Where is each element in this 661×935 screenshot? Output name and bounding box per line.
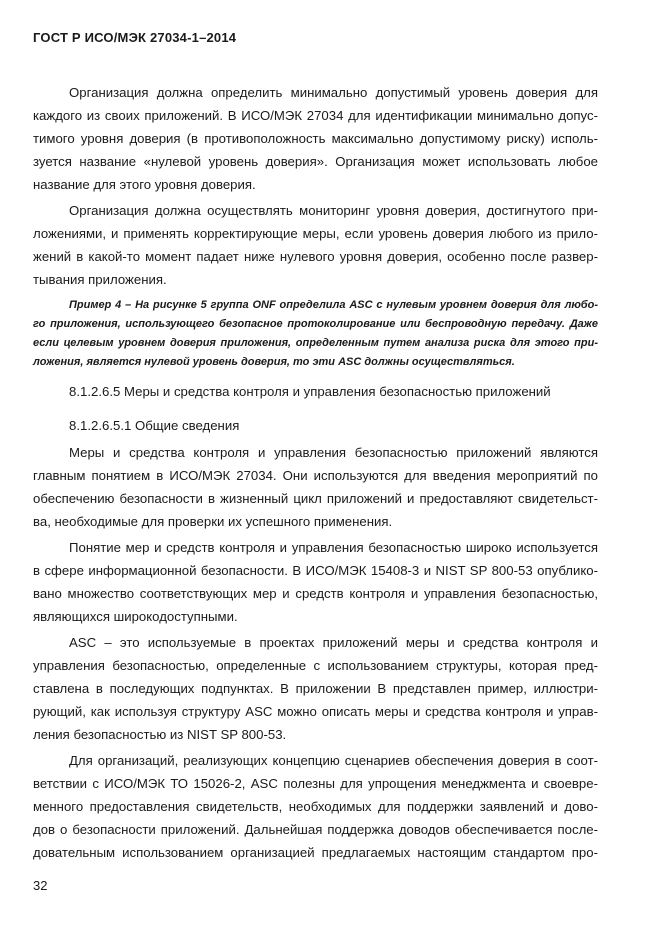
text-line: Организация должна осуществлять мониторинг уровня доверия, достигнутого при- bbox=[69, 203, 598, 218]
text-line: тимого уровня доверия (в противоположность максимально допустимому риску) исполь- bbox=[33, 131, 598, 146]
text-line: вано множество соответствующих мер и средств контроля и управления безопасностью, bbox=[33, 586, 598, 601]
example-line: если целевым уровнем доверия приложения, определенным путем анализа риска для этого при- bbox=[33, 337, 598, 349]
text-line: жений в какой-то момент падает ниже нулевого уровня доверия, особенно после развер- bbox=[33, 249, 598, 264]
text-line: Для организаций, реализующих концепцию сценариев обеспечения доверия в соот- bbox=[69, 753, 598, 768]
page-number: 32 bbox=[33, 878, 48, 893]
document-header: ГОСТ Р ИСО/МЭК 27034-1–2014 bbox=[33, 30, 237, 45]
text-line: рующий, как используя структуру ASC можно описать меры и средства контроля и управ- bbox=[33, 704, 598, 719]
text-line: ветствии с ИСО/МЭК ТО 15026-2, ASC полезны для упрощения менеджмента и своевре- bbox=[33, 776, 598, 791]
text-line: каждого из своих приложений. В ИСО/МЭК 27034 для идентификации минимально допус- bbox=[33, 108, 598, 123]
text-line: Меры и средства контроля и управления безопасностью приложений являются bbox=[69, 445, 598, 460]
text-line: название для этого уровня доверия. bbox=[33, 177, 256, 192]
example-line: го приложения, использующего безопасное протоколирование или беспроводную передачу. Даже bbox=[33, 318, 598, 330]
text-line: ставлена в последующих подпунктах. В приложении В представлен пример, иллюстри- bbox=[33, 681, 598, 696]
section-heading: 8.1.2.6.5 Меры и средства контроля и управления безопасностью приложений bbox=[69, 384, 551, 399]
text-line: менного предоставления свидетельств, необходимых для поддержки заявлений и дово- bbox=[33, 799, 598, 814]
text-line: ложениями, и применять корректирующие меры, если уровень доверия любого из прило- bbox=[33, 226, 598, 241]
text-line: ва, необходимые для проверки их успешного применения. bbox=[33, 514, 393, 529]
text-line: в сфере информационной безопасности. В ИСО/МЭК 15408-3 и NIST SP 800-53 опублико- bbox=[33, 563, 598, 578]
text-line: Понятие мер и средств контроля и управления безопасностью широко используется bbox=[69, 540, 598, 555]
text-line: обеспечению безопасности в жизненный цикл приложений и предоставляют свидетельст- bbox=[33, 491, 598, 506]
text-line: Организация должна определить минимально допустимый уровень доверия для bbox=[69, 85, 598, 100]
text-line: ления безопасностью из NIST SP 800-53. bbox=[33, 727, 287, 742]
text-line: управления безопасностью, определенные с использованием структуры, которая пред- bbox=[33, 658, 598, 673]
text-line: главным понятием в ИСО/МЭК 27034. Они используются для введения мероприятий по bbox=[33, 468, 598, 483]
example-line: Пример 4 – На рисунке 5 группа ONF определила ASC с нулевым уровнем доверия для любо- bbox=[69, 299, 598, 311]
text-line: ASC – это используемые в проектах приложений меры и средства контроля и bbox=[69, 635, 598, 650]
text-line: довательным использованием организацией предлагаемых настоящим стандартом про- bbox=[33, 845, 598, 860]
text-line: тывания приложения. bbox=[33, 272, 167, 287]
subsection-heading: 8.1.2.6.5.1 Общие сведения bbox=[69, 418, 240, 433]
example-line: ложения, является нулевой уровень доверия, то эти ASC должны осуществляться. bbox=[33, 356, 515, 368]
text-line: являющихся широкодоступными. bbox=[33, 609, 238, 624]
text-line: дов о безопасности приложений. Дальнейшая поддержка доводов обеспечивается после- bbox=[33, 822, 598, 837]
text-line: зуется название «нулевой уровень доверия». Организация может использовать любое bbox=[33, 154, 598, 169]
